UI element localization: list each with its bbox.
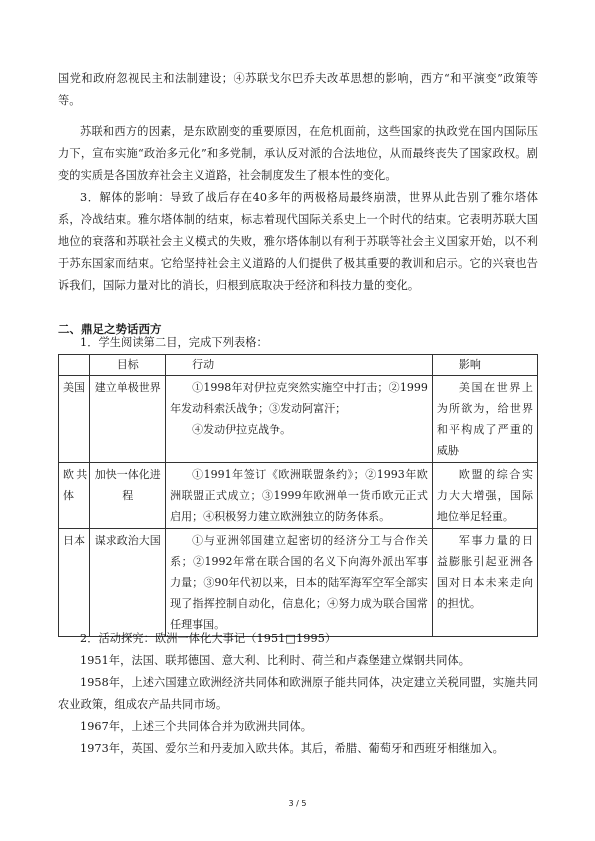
table-instruction: 1．学生阅读第二目，完成下列表格： [80,336,268,349]
header-goal: 目标 [90,355,166,376]
paragraph-continuation: 国党和政府忽视民主和法制建设；④苏联戈尔巴乔夫改革思想的影响，西方“和平演变”政策等等。 [58,72,538,107]
row-impact: 军事力量的日益膨胀引起亚洲各国对日本未来走向的担忧。 [432,529,537,637]
row-entity: 日本 [59,529,90,637]
event-item: 1967年，上述三个共同体合并为欧洲共同体。 [80,720,313,733]
table-row [59,376,538,463]
paragraph-impact: 3．解体的影响：导致了战后存在40多年的两极格局最终崩溃，世界从此告别了雅尔塔体系，冷战结束。雅尔塔体制的结束，标志着现代国际关系史上一个时代的结束。它表明苏联大国地位的衰落和苏联社会主义模式的失败，雅尔塔体制以有利于苏联等社会主义国家开始，以不利于苏东国家而结束。它给坚持社会主义道路的人们提供了极其重要的教训和启示。它的兴衰也告诉我们，国际力量对比的消长，归根到底取决于经济和科技力量的变化。 [58,191,538,292]
event-item: 1958年，上述六国建立欧洲经济共同体和欧洲原子能共同体，决定建立关税同盟，实施共同农业政策，组成农产品共同市场。 [58,676,538,711]
row-impact: 欧盟的综合实力大大增强，国际地位举足轻重。 [432,463,537,529]
western-powers-table [58,354,538,637]
row-goal: 谋求政治大国 [90,529,166,637]
row-entity: 美国 [59,376,90,463]
header-impact: 影响 [432,355,537,376]
table-row [59,529,538,637]
event-item: 1951年，法国、联邦德国、意大利、比利时、荷兰和卢森堡建立煤钢共同体。 [80,654,471,667]
row-goal: 建立单极世界 [90,376,166,463]
event-item: 1973年，英国、爱尔兰和丹麦加入欧共体。其后，希腊、葡萄牙和西班牙相继加入。 [80,742,504,755]
header-blank [59,355,90,376]
row-goal: 加快一体化进程 [90,463,166,529]
page-number: 3 / 5 [288,799,307,808]
row-impact: 美国在世界上为所欲为，给世界和平构成了严重的威胁 [432,376,537,463]
section-heading: 二、鼎足之势话西方 [58,322,162,336]
table-header-row [59,355,538,376]
table-row [59,463,538,529]
activity-title: 2．活动探究：欧洲一体化大事记（1951□1995） [80,632,337,645]
row-entity: 欧共体 [59,463,90,529]
row-actions: ①1998年对伊拉克突然实施空中打击；②1999年发动科索沃战争；③发动阿富汗； ④发动伊拉克战争。 [166,376,433,463]
row-actions: ①1991年签订《欧洲联盟条约》；②1993年欧洲联盟正式成立；③1999年欧洲单一货币欧元正式启用；④积极努力建立欧洲独立的防务体系。 [166,463,433,529]
header-action: 行动 [166,355,433,376]
row-actions: ①与亚洲邻国建立起密切的经济分工与合作关系；②1992年常在联合国的名义下向海外派出军事力量；③90年代初以来，日本的陆军海军空军全部实现了指挥控制自动化，信息化；④努力成为联合国常任理事国。 [166,529,433,637]
paragraph-causes: 苏联和西方的因素，是东欧剧变的重要原因，在危机面前，这些国家的执政党在国内国际压力下，宣布实施“政治多元化”和多党制，承认反对派的合法地位，从而最终丧失了国家政权。剧变的实质是各国放弃社会主义道路，社会制度发生了根本性的变化。 [58,125,538,182]
